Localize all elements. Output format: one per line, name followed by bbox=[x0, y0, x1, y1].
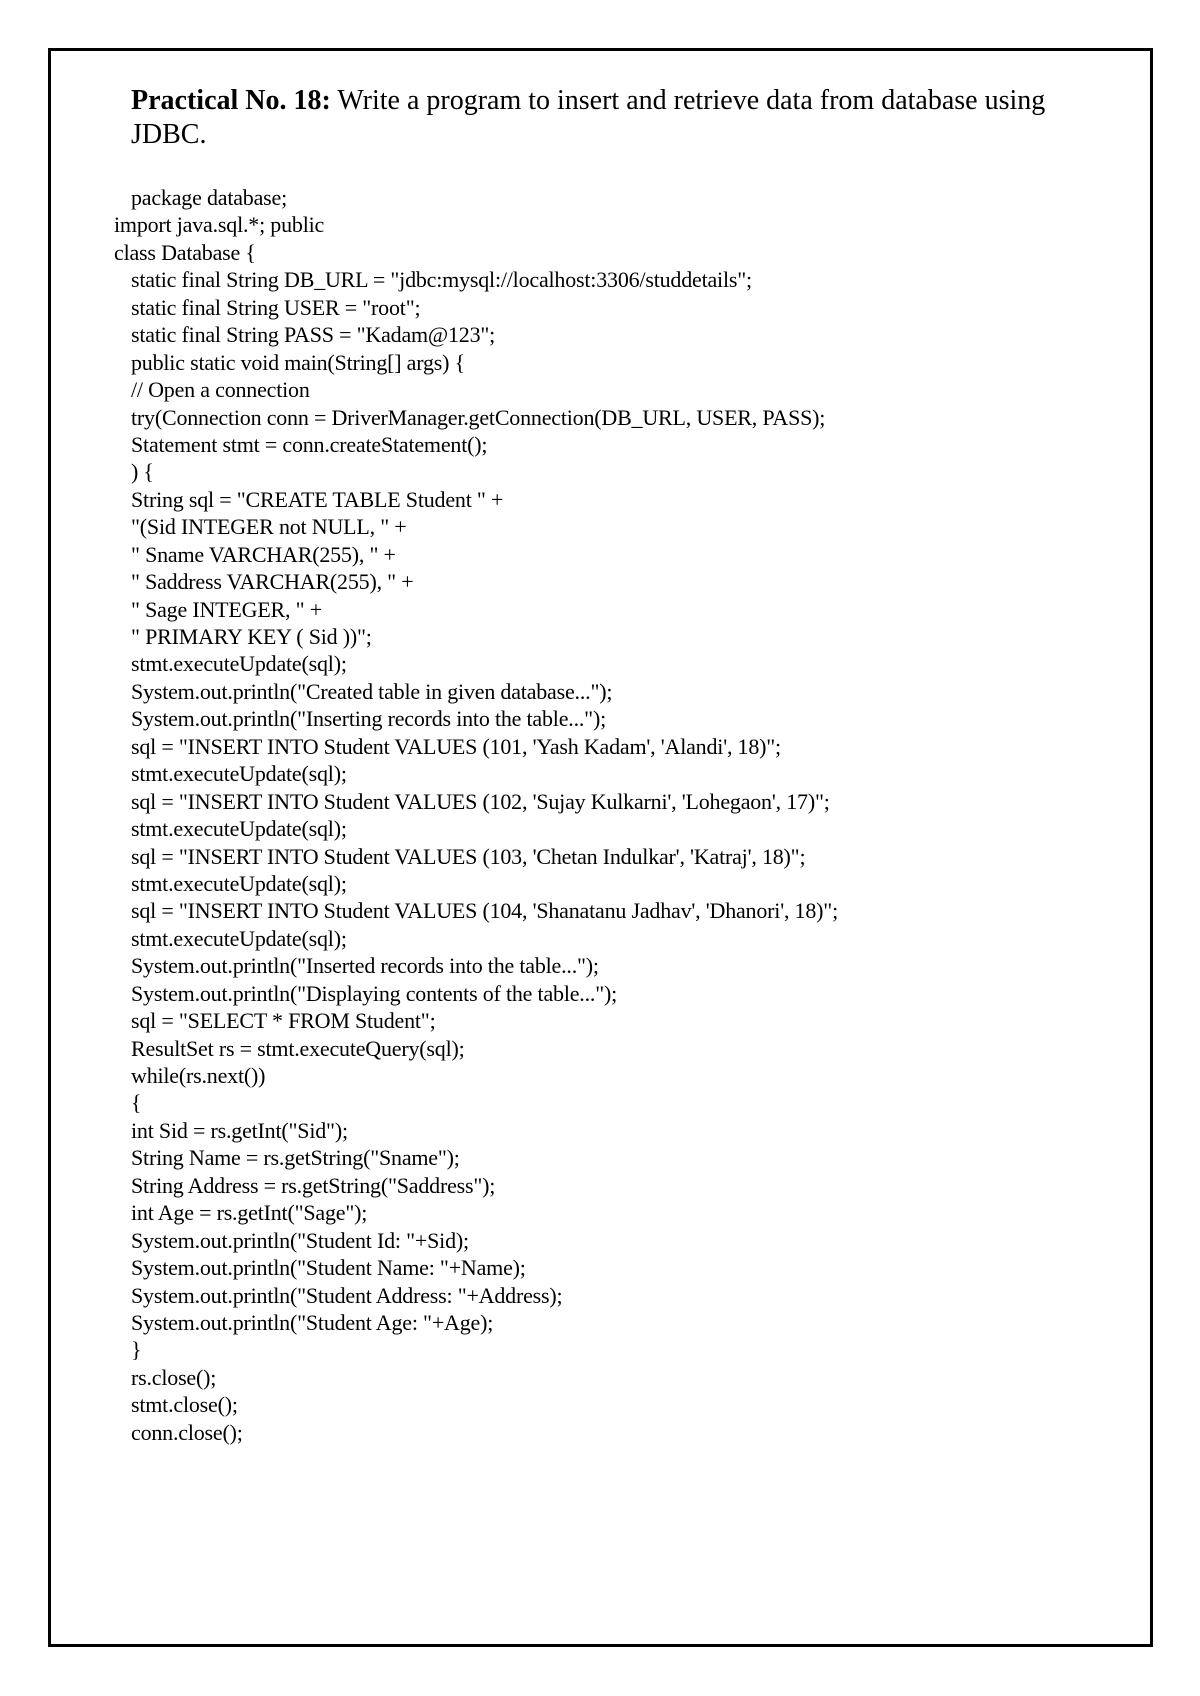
code-line: stmt.close(); bbox=[131, 1392, 238, 1418]
code-line: System.out.println("Student Name: "+Name); bbox=[131, 1255, 526, 1281]
code-line: sql = "INSERT INTO Student VALUES (104, 'Shanatanu Jadhav', 'Dhanori', 18)"; bbox=[131, 898, 838, 924]
code-line: } bbox=[131, 1337, 142, 1363]
code-line: System.out.println("Student Id: "+Sid); bbox=[131, 1227, 469, 1253]
practical-title: Write a program to insert and retrieve data from database using JDBC. bbox=[131, 85, 1046, 150]
code-line: System.out.println("Inserted records into the table..."); bbox=[131, 953, 599, 979]
code-line: sql = "INSERT INTO Student VALUES (103, 'Chetan Indulkar', 'Katraj', 18)"; bbox=[131, 843, 806, 869]
code-line: static final String PASS = "Kadam@123"; bbox=[131, 322, 496, 348]
code-line: String Name = rs.getString("Sname"); bbox=[131, 1145, 460, 1171]
code-line: // Open a connection bbox=[131, 377, 310, 403]
code-line: System.out.println("Inserting records into the table..."); bbox=[131, 706, 606, 732]
practical-number-label: Practical No. 18: bbox=[131, 85, 331, 116]
code-line: sql = "INSERT INTO Student VALUES (101, 'Yash Kadam', 'Alandi', 18)"; bbox=[131, 733, 781, 759]
practical-heading bbox=[131, 84, 1071, 152]
code-line: { bbox=[131, 1090, 142, 1116]
code-line: System.out.println("Student Age: "+Age); bbox=[131, 1309, 494, 1335]
code-line: " PRIMARY KEY ( Sid ))"; bbox=[131, 624, 372, 649]
code-line: " Sname VARCHAR(255), " + bbox=[131, 541, 396, 567]
code-line: class Database { bbox=[114, 239, 256, 265]
code-line: Statement stmt = conn.createStatement(); bbox=[131, 431, 488, 457]
code-line: "(Sid INTEGER not NULL, " + bbox=[131, 514, 407, 540]
code-line: stmt.executeUpdate(sql); bbox=[131, 761, 347, 787]
code-line: String sql = "CREATE TABLE Student " + bbox=[131, 486, 504, 512]
code-line: conn.close(); bbox=[131, 1419, 243, 1445]
code-line: ) { bbox=[131, 459, 154, 485]
code-line: stmt.executeUpdate(sql); bbox=[131, 925, 347, 951]
code-line: " Sage INTEGER, " + bbox=[131, 596, 322, 622]
code-line: public static void main(String[] args) { bbox=[131, 349, 465, 375]
code-line: stmt.executeUpdate(sql); bbox=[131, 816, 347, 842]
code-line: int Age = rs.getInt("Sage"); bbox=[131, 1200, 368, 1226]
code-line: static final String USER = "root"; bbox=[131, 294, 421, 320]
code-line: System.out.println("Displaying contents of the table..."); bbox=[131, 980, 618, 1006]
code-line: while(rs.next()) bbox=[131, 1063, 266, 1088]
code-line: int Sid = rs.getInt("Sid"); bbox=[131, 1117, 348, 1143]
code-line: " Saddress VARCHAR(255), " + bbox=[131, 569, 414, 595]
code-line: stmt.executeUpdate(sql); bbox=[131, 870, 347, 896]
code-listing bbox=[0, 184, 1200, 1446]
code-line: sql = "SELECT * FROM Student"; bbox=[131, 1008, 436, 1034]
code-line: String Address = rs.getString("Saddress"); bbox=[131, 1172, 496, 1198]
code-line: rs.close(); bbox=[131, 1364, 217, 1390]
code-line: sql = "INSERT INTO Student VALUES (102, 'Sujay Kulkarni', 'Lohegaon', 17)"; bbox=[131, 788, 830, 814]
code-line: try(Connection conn = DriverManager.getConnection(DB_URL, USER, PASS); bbox=[131, 404, 826, 430]
code-line: ResultSet rs = stmt.executeQuery(sql); bbox=[131, 1035, 465, 1061]
code-line: static final String DB_URL = "jdbc:mysql://localhost:3306/studdetails"; bbox=[131, 267, 752, 293]
code-line: System.out.println("Created table in given database..."); bbox=[131, 678, 613, 704]
code-line: package database; bbox=[131, 185, 288, 210]
code-line: stmt.executeUpdate(sql); bbox=[131, 651, 347, 677]
code-line: System.out.println("Student Address: "+Address); bbox=[131, 1282, 563, 1308]
code-line: import java.sql.*; public bbox=[114, 212, 325, 238]
